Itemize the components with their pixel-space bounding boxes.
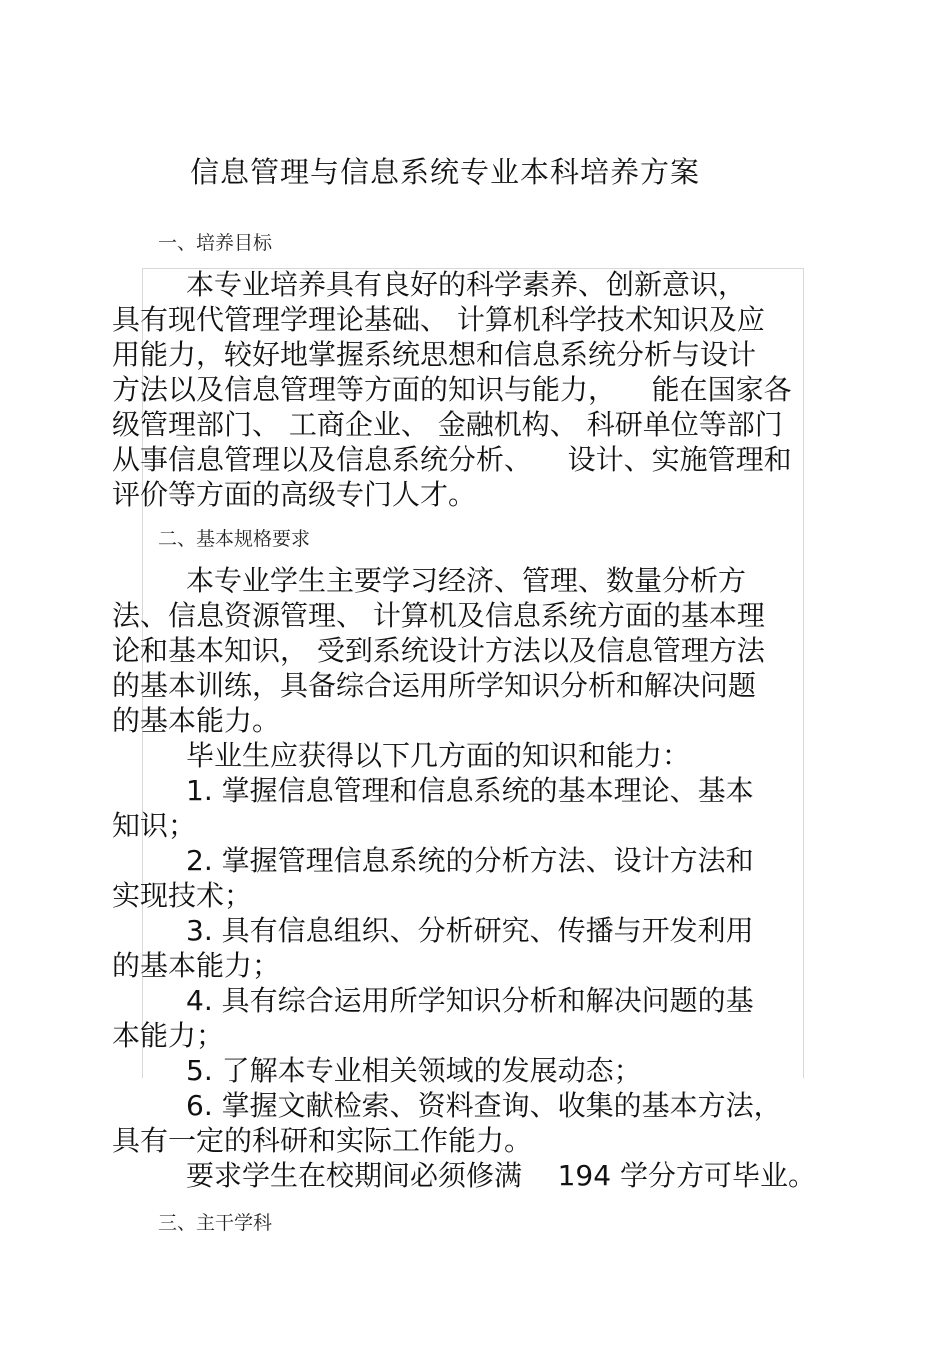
paragraph-line: 要求学生在校期间必须修满 194 学分方可毕业。 (186, 1159, 816, 1192)
paragraph-line: 的基本能力。 (112, 704, 281, 737)
paragraph-line: 的基本训练，具备综合运用所学知识分析和解决问题 (112, 669, 757, 702)
paragraph-line: 毕业生应获得以下几方面的知识和能力： (186, 739, 691, 772)
paragraph-line: 论和基本知识， 受到系统设计方法以及信息管理方法 (112, 634, 765, 667)
list-item-line: 实现技术； (112, 879, 253, 912)
section-heading-goals: 一、培养目标 (158, 232, 273, 254)
paragraph-line: 用能力，较好地掌握系统思想和信息系统分析与设计 (112, 338, 757, 371)
list-item-line: 5. 了解本专业相关领域的发展动态； (186, 1054, 642, 1087)
list-item-line: 本能力； (112, 1019, 225, 1052)
section-heading-requirements: 二、基本规格要求 (158, 528, 311, 550)
list-item-line: 的基本能力； (112, 949, 281, 982)
paragraph-line: 方法以及信息管理等方面的知识与能力， 能在国家各 (112, 373, 792, 406)
list-item-line: 具有一定的科研和实际工作能力。 (112, 1124, 533, 1157)
paragraph-line: 级管理部门、 工商企业、 金融机构、 科研单位等部门 (112, 408, 783, 441)
paragraph-line: 具有现代管理学理论基础、 计算机科学技术知识及应 (112, 303, 765, 336)
frame-right-line (803, 268, 804, 1078)
list-item-line: 1. 掌握信息管理和信息系统的基本理论、基本 (186, 774, 754, 807)
list-item-line: 3. 具有信息组织、分析研究、传播与开发利用 (186, 914, 754, 947)
list-item-line: 4. 具有综合运用所学知识分析和解决问题的基 (186, 984, 754, 1017)
paragraph-line: 法、信息资源管理、 计算机及信息系统方面的基本理 (112, 599, 765, 632)
list-item-line: 知识； (112, 809, 197, 842)
paragraph-line: 从事信息管理以及信息系统分析、 设计、实施管理和 (112, 443, 792, 476)
section-heading-disciplines: 三、主干学科 (158, 1212, 273, 1234)
paragraph-line: 评价等方面的高级专门人才。 (112, 478, 477, 511)
list-item-line: 2. 掌握管理信息系统的分析方法、设计方法和 (186, 844, 754, 877)
paragraph-line: 本专业培养具有良好的科学素养、创新意识， (186, 268, 747, 301)
paragraph-line: 本专业学生主要学习经济、管理、数量分析方 (186, 564, 747, 597)
list-item-line: 6. 掌握文献检索、资料查询、收集的基本方法， (186, 1089, 782, 1122)
document-title: 信息管理与信息系统专业本科培养方案 (189, 155, 700, 189)
